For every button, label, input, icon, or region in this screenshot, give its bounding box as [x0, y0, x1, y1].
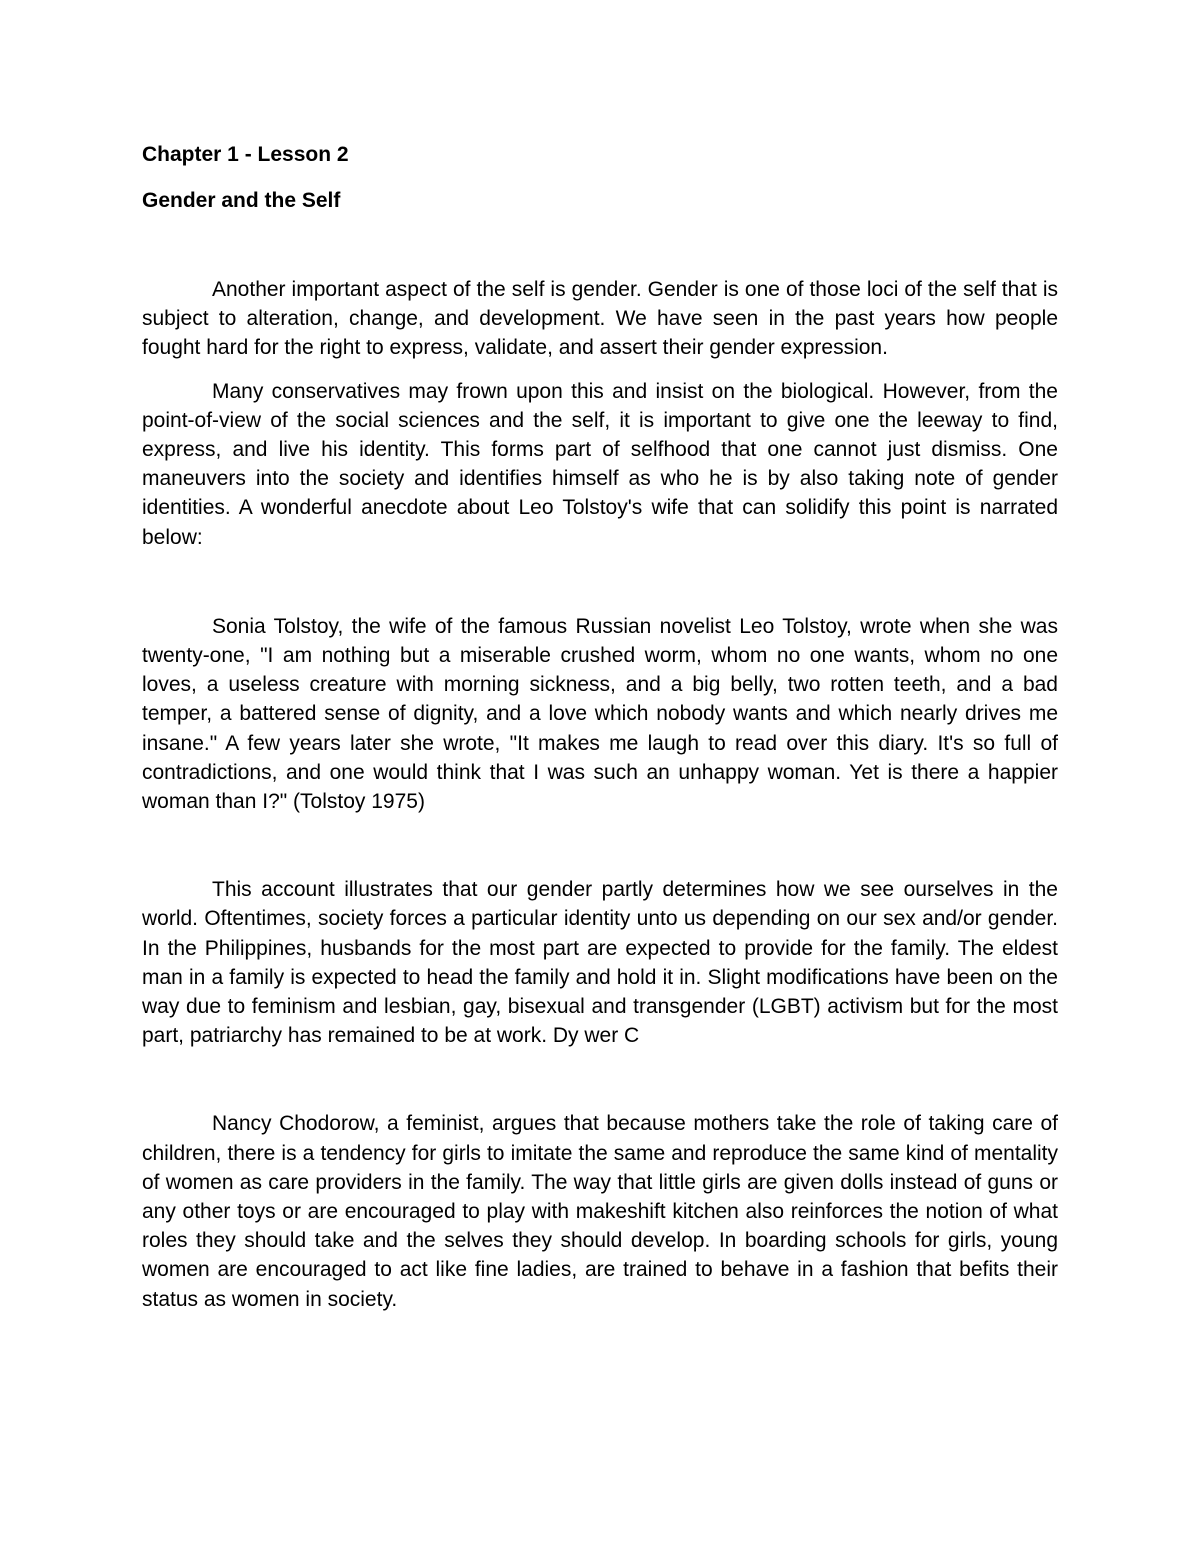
section-title: Gender and the Self	[142, 189, 341, 212]
paragraph-gender-identity: This account illustrates that our gender partly determines how we see ourselves in the world. Oftentimes, society forces a particular identity unto us depending on our sex and/or gender. In the Philippines, husbands for the most part are expected to provide for the family. The eldest man in a family is expected to head the family and hold it in. Slight modifications have been on the way due to feminism and lesbian, gay, bisexual and transgender (LGBT) activism but for the most part, patriarchy has remained to be at work. Dy wer C	[142, 878, 1058, 1048]
paragraph-intro: Another important aspect of the self is gender. Gender is one of those loci of the self that is subject to alteration, change, and development. We have seen in the past years how people fought hard for the right to express, validate, and assert their gender expression.	[142, 278, 1058, 360]
chapter-title: Chapter 1 - Lesson 2	[142, 143, 349, 166]
paragraph-chodorow: Nancy Chodorow, a feminist, argues that because mothers take the role of taking care of children, there is a tendency for girls to imitate the same and reproduce the same kind of mentality of women as care providers in the family. The way that little girls are given dolls instead of guns or any other toys or are encouraged to play with makeshift kitchen also reinforces the notion of what roles they should take and the selves they should develop. In boarding schools for girls, young women are encouraged to act like fine ladies, are trained to behave in a fashion that befits their status as women in society.	[142, 1112, 1058, 1311]
paragraph-tolstoy-quote: Sonia Tolstoy, the wife of the famous Russian novelist Leo Tolstoy, wrote when she was twenty-one, "I am nothing but a miserable crushed worm, whom no one wants, whom no one loves, a useless creature with morning sickness, and a big belly, two rotten teeth, and a bad temper, a battered sense of dignity, and a love which nobody wants and which nearly drives me insane." A few years later she wrote, "It makes me laugh to read over this diary. It's so full of contradictions, and one would think that I was such an unhappy woman. Yet is there a happier woman than I?" (Tolstoy 1975)	[142, 614, 1058, 814]
paragraph-conservatives: Many conservatives may frown upon this and insist on the biological. However, from the point-of-view of the social sciences and the self, it is important to give one the leeway to find, express, and live his identity. This forms part of selfhood that one cannot just dismiss. One maneuvers into the society and identifies himself as who he is by also taking note of gender identities. A wonderful anecdote about Leo Tolstoy's wife that can solidify this point is narrated below:	[142, 379, 1058, 549]
document-page	[142, 140, 1058, 1314]
